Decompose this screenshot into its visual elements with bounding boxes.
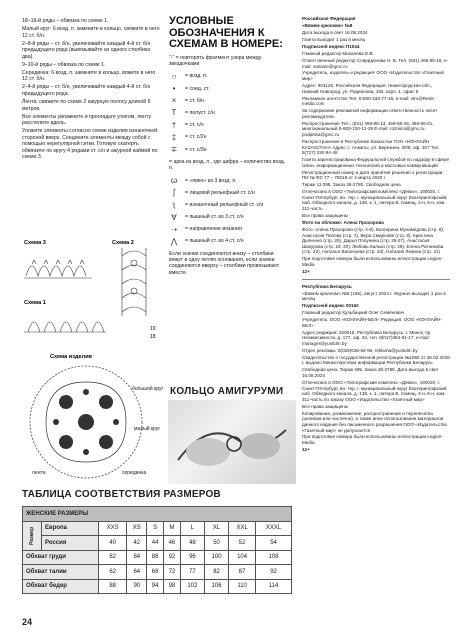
- imprint-text: «Вяжем крючком» №8 (165), август 2024 г. Журнал выходит 1 раз в месяц: [302, 290, 446, 302]
- table-row: Россия 40 42 44 46 48 50 52 54: [23, 536, 292, 551]
- imprint-text: «Вяжем крючком» №8: [302, 22, 353, 28]
- imprint-text: Адрес: 603126, Российская Федерация, Нижегородская обл., Нижний Новгород, ул. Родионова, 192, корп. 1, офис 5: [302, 83, 433, 94]
- table-row: Обхват бедер 88 90 94 98 102 106 110 114: [23, 579, 292, 594]
- imprint-text: Подписной индекс 00162: [302, 303, 359, 309]
- double-crochet-icon: †: [171, 120, 177, 130]
- table-row: Размер Европа XXS XS S M L XL XXL XXXL: [23, 521, 292, 536]
- legend-row: Τ = полуст. с/н: [163, 107, 287, 119]
- imprint-text: Регистрационный номер и дата принятия решения о регистрации: ПИ № ФС 77 – 78018 от 4 марта 2020 г.: [302, 169, 444, 181]
- imprint-text: Свидетельство о государственной регистрации №1882 от 28.02.2020 г. выдано Министерством информации Республики Беларусь: [302, 354, 450, 366]
- scheme3-drawing: [24, 260, 92, 278]
- callout: малый круг: [134, 426, 161, 432]
- treble-icon: ‡: [171, 132, 177, 142]
- scheme1-label: Схема 1: [24, 300, 46, 306]
- row-number: 18: [150, 334, 156, 340]
- imprint-text: Газета выходит 1 раз в месяц: [302, 36, 366, 42]
- puff-stitch-4-icon: ⋀: [170, 236, 178, 246]
- imprint-text: Тираж 11 095. Заказ 28-2785. Свободная цена: [302, 182, 401, 188]
- paragraph: Все элементы увлажните и прогладьте утюгом, ленту расстелите вдоль.: [22, 113, 152, 127]
- product-scheme: [22, 350, 170, 484]
- imprint-text: За содержание рекламной информации ответственность несет рекламодатель: [302, 108, 438, 119]
- table-row: Обхват груди 82 84 88 92 96 100 104 108: [23, 550, 292, 565]
- imprint-text: Копирование, размножение, распространение и перепечатка (целиком или частично), а также иное использование материалов данного издания без письменного разрешения ООО «Издательство «Газетный мир» не допускается: [302, 410, 448, 433]
- puff-stitch-icon: ∀: [171, 212, 177, 222]
- legend-row: ⋀ = пышный ст. из 4 ст. с/н: [163, 235, 287, 247]
- legend-footnote: Если значки соединяются внизу – столбики вяжут в одну петлю основания, если значки соединяются вверху – столбики провязывают вместе.: [169, 250, 280, 276]
- imprint-text: Отпечатано в ООО «Типографский комплекс «Девиз», 190020, г. Санкт-Петербург, вн. тер. г. муниципальный округ Екатерингофский, наб. Обводного канала, д. 138, к. 1, литера В, помещ. 4-н, 6-н, ком. 311-часть: [302, 189, 448, 212]
- age-rating: 12+: [302, 268, 310, 274]
- scheme2-label: Схема 2: [112, 240, 134, 246]
- imprint-text: Газета зарегистрирована Федеральной службой по надзору в сфере связи, информационных технологий и массовых коммуникаций: [302, 157, 450, 168]
- paragraph: Уложите элементы согласно схеме изделия изнаночной стороной вверх. Соедините элементы между собой с помощью нерегулярной сетки. Готовую скатерть обвяжите по кругу 4 рядами ст. с/н и ажурной каймой по схеме 3.: [22, 128, 158, 161]
- paragraph: 18–19-й ряды – обвязка по схеме 1.: [22, 18, 109, 24]
- paragraph: 9–10-й ряды – обвязка по схеме 1.: [22, 61, 106, 68]
- imprint-text: Дата выхода в свет 16.08.2024: [302, 29, 368, 35]
- imprint-text: Все права защищены: [302, 213, 349, 219]
- imprint-text: Ответственный редактор Спиридонова Н. В. Тел. (831) 465-86-18, e-mail: vazanie@gmc.ru: [302, 57, 449, 69]
- vertical-label: Размер: [23, 521, 42, 550]
- scheme1-drawing: [24, 322, 106, 332]
- table-row: [23, 507, 292, 522]
- paragraph: Лента: свяжите по схеме 2 ажурную полосу длиной 6 метров.: [22, 99, 151, 112]
- legend-row: ‡ = ст. с/2н: [163, 131, 287, 143]
- imprint-text: Фото на обложке: Алена Прохорова: [302, 220, 384, 226]
- imprint-text: Российская Федерация: [302, 16, 356, 21]
- imprint-text: Главный редактор Михалева Е.В.: [302, 50, 374, 56]
- imprint-text: Фото: Алена Прохорова (стр. 4-6), Екатерина Мухамедова (стр. 6), Анастасия Попова (стр. 7), Вера Смирнова (стр. 8), Кристина Дьяченко (стр. 25), Дарья Полунина (стр. 26-27), Анастасия Шакурова (стр. 19, 20), Любовь Калько (стр. 29), Елена Ратникова (стр. 22), Наталья Васильева (стр. 23), Наталия Левина (стр. 31): [302, 227, 445, 255]
- size-table-title: ТАБЛИЦА СООТВЕТСТВИЯ РАЗМЕРОВ: [22, 489, 221, 500]
- imprint-text: Республика Беларусь: [302, 283, 352, 289]
- callout: лента: [32, 470, 46, 476]
- legend-row: × = ст. б/н: [163, 95, 287, 107]
- size-table: [22, 506, 292, 594]
- element-circles: [53, 389, 119, 455]
- paragraph: Малый круг: 6 возд. п. замкните в кольцо, свяжите в него 12 ст. б/н.: [22, 26, 160, 39]
- callout: серединка: [122, 470, 147, 476]
- legend-intro: “-” = повторять фрагмент узора между звездочками: [169, 54, 262, 67]
- crochet-schemes: [22, 236, 162, 346]
- imprint-column: [302, 16, 450, 454]
- half-double-icon: Τ: [171, 108, 177, 118]
- legend-row: ∀ = пышный ст. из 3 ст. с/н: [163, 211, 287, 223]
- imprint-text: Распространение в Республике Казахстан ТОО «КОНЛАЙН КАЗАХСТАН» Адрес: г. Алматы, ул. Березина, 30/8, оф. 107 Тел. 8(727) 330-94-48: [302, 138, 440, 156]
- legend-arch: = арка из возд. п., где цифра – количество возд. п.: [169, 158, 286, 172]
- front-post-icon: ʃ: [173, 188, 175, 198]
- legend-title: УСЛОВНЫЕ ОБОЗНАЧЕНИЯ К СХЕМАМ В НОМЕРЕ:: [169, 15, 283, 50]
- paragraph: Серединка: 6 возд. п. замкните в кольцо, вяжите в него 12 ст. б/н.: [22, 69, 156, 83]
- imprint-text: Все права защищены: [302, 403, 349, 409]
- page-number: 24: [22, 617, 33, 627]
- imprint-text: Распространение Тел.: (831) 469-86-13, 469-86-46, 469-86-01, многоканальный 8-800-100-12-29 E-mail: rozniica@gmc.ru, podpiska@gmc.ru: [302, 120, 434, 137]
- scheme2-drawing: [122, 248, 146, 316]
- amigurumi-title: КОЛЬЦО АМИГУРУМИ: [170, 386, 284, 397]
- double-treble-icon: ∓: [170, 145, 178, 155]
- chain-icon: ○: [171, 71, 177, 81]
- legend-row: ʅ = изнаночный рельефный ст. с/н: [163, 199, 287, 211]
- legend-row: ∓ = ст. с/3н: [163, 143, 287, 155]
- amigurumi-photo: [168, 400, 296, 484]
- paragraph: 2–4-й ряды – ст. б/н, увеличивайте каждый 4-й ст. б/н предыдущего ряда.: [22, 84, 151, 97]
- callout: большой круг: [132, 386, 164, 392]
- slip-stitch-icon: •: [172, 84, 176, 94]
- imprint-text: Учредитель: ООО «КОНЛАЙН-БЕЛ» Редакция: ООО «КОНЛАЙН-БЕЛ»: [302, 317, 442, 328]
- imprint-text: Свободная цена. Тираж 495. Заказ 28-2785. Дата выхода в свет 16.08.2024: [302, 367, 439, 378]
- left-text-column: [22, 18, 160, 162]
- legend-row: ➝ = направление вязания: [163, 223, 287, 235]
- divider: [302, 279, 450, 280]
- legend-row: ʃ = лицевой рельефный ст. с/н: [163, 187, 287, 199]
- imprint-text: Адрес редакции: 220015, Республика Беларусь, г. Минск, пр. Независимости, д. 177, оф. 34, тел. 8(017)394-61-17, e-mail: manager@yunildm.by: [302, 329, 432, 346]
- legend-row: • = соед. ст.: [163, 83, 287, 95]
- row-number: 19: [150, 326, 156, 332]
- scheme3-label: Схема 3: [24, 240, 46, 246]
- arrow-icon: ➝: [170, 224, 178, 234]
- legend-row: ω = «пико» из 3 возд. п.: [163, 174, 287, 186]
- symbol-legend: [163, 16, 287, 336]
- picot-icon: ω: [170, 176, 178, 186]
- imprint-text: Отпечатано в ООО «Типографский комплекс «Девиз», 190020, г. Санкт-Петербург, вн. тер. г. муниципальный округ Екатерингофский, наб. Обводного канала, д. 138, к. 1, литера В, помещ. 4-н, 6-н, ком. 311-часть по заказу ООО «Издательство «Газетный мир»: [302, 379, 448, 402]
- table-header: ЖЕНСКИЕ РАЗМЕРЫ: [23, 507, 292, 522]
- imprint-text: Главный редактор Кульбицкий Олег Семёнович: [302, 310, 405, 316]
- hands-yarn-illustration: [168, 400, 296, 484]
- imprint-text: Учредитель, издатель и редакция: ООО «Издательство «Газетный мир»: [302, 70, 444, 82]
- legend-row: † = ст. с/н: [163, 119, 287, 131]
- imprint-text: При подготовке номера были использованы иллюстрации Legion-Media: [302, 434, 443, 446]
- table-row: Обхват талии 62 64 68 72 77 82 87 92: [23, 565, 292, 580]
- back-post-icon: ʅ: [173, 200, 175, 210]
- paragraph: 2–8-й ряды – ст. б/н, увеличивайте каждый 4-й ст. б/н предыдущего ряда (вывязывайте из одного столбика два).: [22, 40, 151, 60]
- imprint-text: Отдел рекламы: 8(029)635-52-96, reklama@yunildm.by: [302, 347, 418, 353]
- age-rating: 12+: [302, 447, 310, 453]
- product-scheme-label: Схема изделия: [50, 354, 92, 360]
- legend-row: ○ = возд. п.: [163, 70, 287, 82]
- imprint-text: Рекламное агентство Тел. 8-800-333-77-16, e-mail: vtm@Retis-media.com: [302, 95, 435, 107]
- single-crochet-icon: ×: [171, 96, 177, 106]
- imprint-text: При подготовке номера были использованы иллюстрации Legion-Media: [302, 256, 443, 267]
- imprint-text: Подписной индекс П1044: [302, 43, 360, 49]
